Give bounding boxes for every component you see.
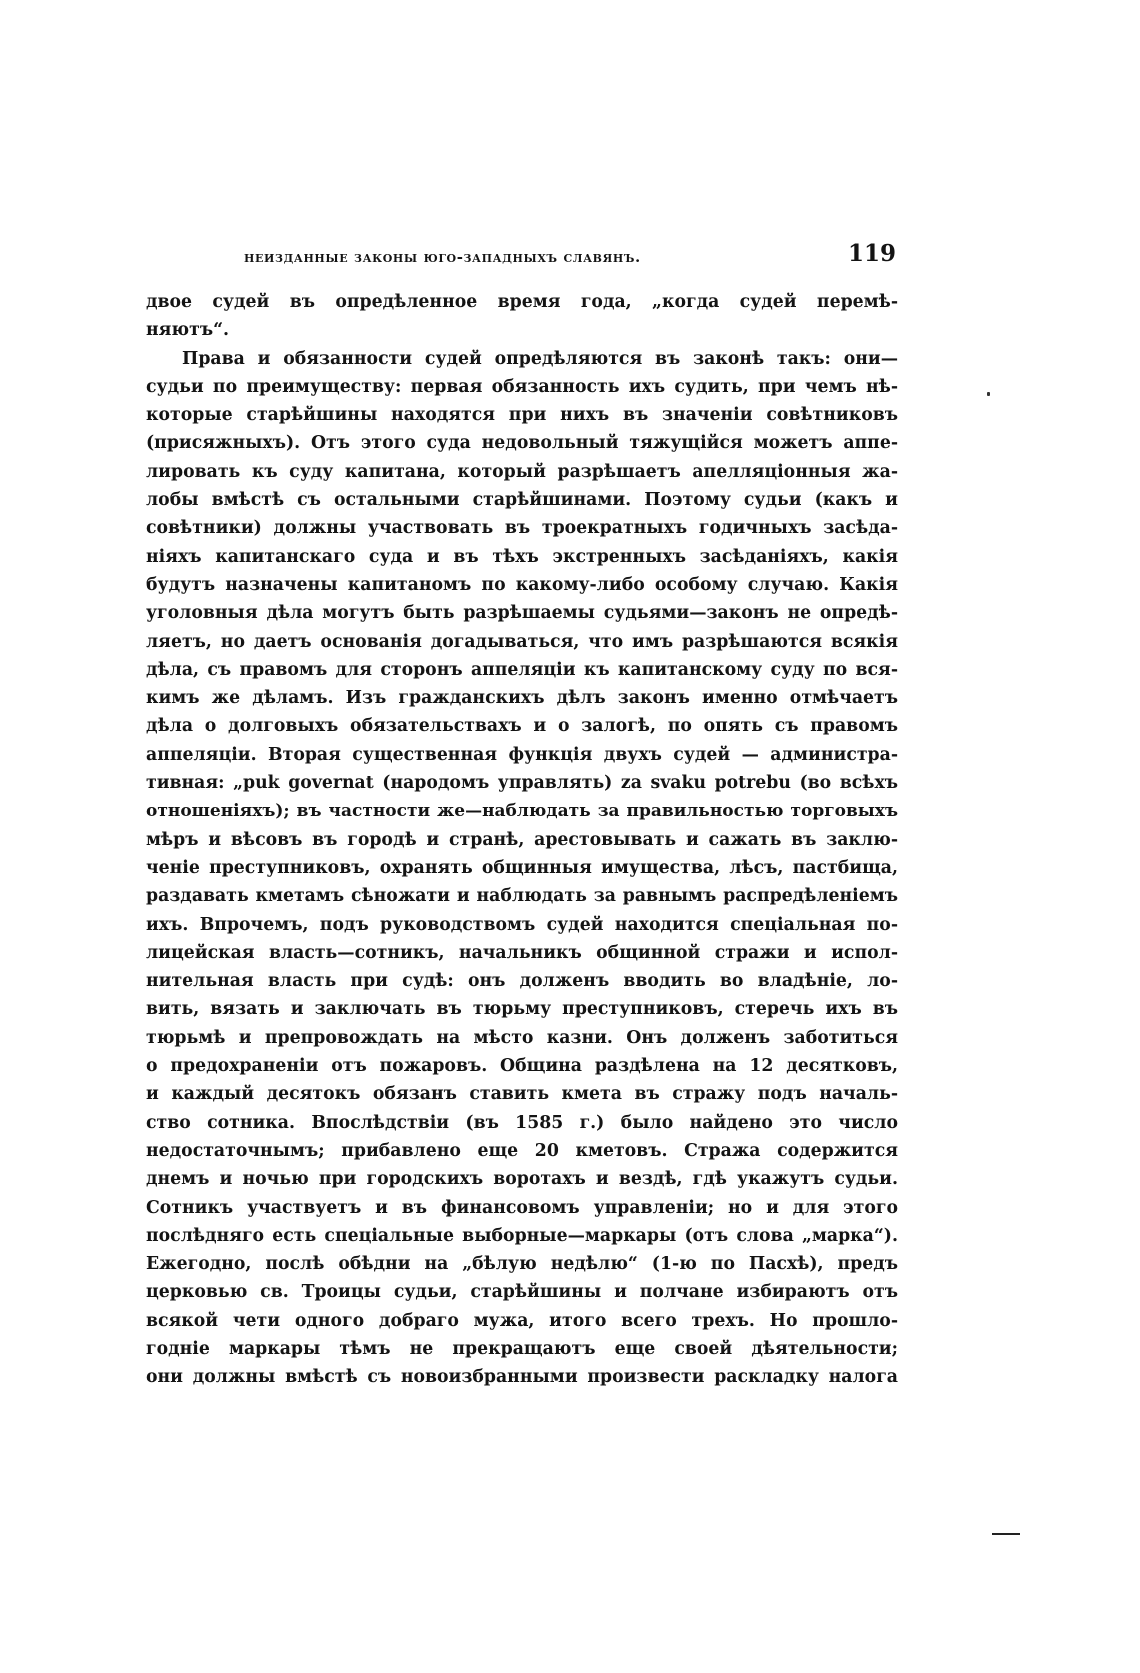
scan-dash-mark	[992, 1533, 1020, 1535]
text-line: мѣръ и вѣсовъ въ городѣ и странѣ, арестовывать и сажать въ заклю-	[146, 829, 898, 850]
text-line: церковью св. Троицы судьи, старѣйшины и полчане избираютъ отъ	[146, 1282, 898, 1303]
text-line: аппеляціи. Вторая существенная функція двухъ судей — администра-	[146, 744, 898, 765]
text-line: Права и обязанности судей опредѣляются въ законѣ такъ: они—	[182, 348, 898, 369]
text-line: нительная власть при судѣ: онъ долженъ вводить во владѣніе, ло-	[146, 971, 898, 992]
text-line: ляетъ, но даетъ основанія догадываться, что имъ разрѣшаются всякія	[146, 631, 898, 652]
text-line: лировать къ суду капитана, который разрѣшаетъ апелляціонныя жа-	[146, 461, 898, 482]
text-line: послѣдняго есть спеціальные выборные—маркары (отъ слова „марка“).	[146, 1225, 898, 1246]
text-line: которые старѣйшины находятся при нихъ въ значеніи совѣтниковъ	[146, 405, 898, 426]
text-line: днемъ и ночью при городскихъ воротахъ и вездѣ, гдѣ укажутъ судьи.	[146, 1169, 898, 1190]
text-line: годніе маркары тѣмъ не прекращаютъ еще своей дѣятельности;	[146, 1338, 898, 1359]
text-line: и каждый десятокъ обязанъ ставить кмета въ стражу подъ началь-	[146, 1084, 898, 1105]
text-line: ніяхъ капитанскаго суда и въ тѣхъ экстренныхъ засѣданіяхъ, какія	[146, 546, 898, 567]
text-line: совѣтники) должны участвовать въ троекратныхъ годичныхъ засѣда-	[146, 518, 898, 539]
text-line: тивная: „puk governat (народомъ управлять) za svaku potrebu (во всѣхъ	[146, 773, 898, 794]
text-line: вить, вязать и заключать въ тюрьму преступниковъ, стеречь ихъ въ	[146, 999, 898, 1020]
text-line: дѣла о долговыхъ обязательствахъ и о залогѣ, по опять съ правомъ	[146, 716, 898, 737]
text-line: отношеніяхъ); въ частности же—наблюдать за правильностью торговыхъ	[146, 801, 898, 822]
text-line: о предохраненіи отъ пожаровъ. Община раздѣлена на 12 десятковъ,	[146, 1056, 898, 1077]
scan-speck	[987, 392, 990, 396]
text-line: будутъ назначены капитаномъ по какому-либо особому случаю. Какія	[146, 574, 898, 595]
text-line: уголовныя дѣла могутъ быть разрѣшаемы судьями—законъ не опредѣ-	[146, 603, 898, 624]
text-line: няютъ“.	[146, 320, 230, 341]
text-line: ченіе преступниковъ, охранять общинныя имущества, лѣсъ, пастбища,	[146, 857, 898, 878]
running-title: неизданные законы юго-западныхъ славянъ.	[244, 248, 641, 266]
text-line: кимъ же дѣламъ. Изъ гражданскихъ дѣлъ законъ именно отмѣчаетъ	[146, 688, 898, 709]
page-number: 119	[847, 240, 896, 267]
body-text	[146, 288, 898, 1392]
text-line: всякой чети одного добраго мужа, итого всего трехъ. Но прошло-	[146, 1310, 898, 1331]
text-line: судьи по преимуществу: первая обязанность ихъ судить, при чемъ нѣ-	[146, 376, 898, 397]
text-line: они должны вмѣстѣ съ новоизбранными произвести раскладку налога	[146, 1367, 898, 1388]
text-line: лицейская власть—сотникъ, начальникъ общинной стражи и испол-	[146, 942, 898, 963]
text-line: тюрьмѣ и препровождать на мѣсто казни. Онъ долженъ заботиться	[146, 1027, 898, 1048]
text-line: недостаточнымъ; прибавлено еще 20 кметовъ. Стража содержится	[146, 1140, 898, 1161]
text-line: (присяжныхъ). Отъ этого суда недовольный тяжущійся можетъ аппе-	[146, 433, 898, 454]
text-line: Ежегодно, послѣ обѣдни на „бѣлую недѣлю“ (1-ю по Пасхѣ), предъ	[146, 1254, 898, 1275]
running-head	[244, 240, 896, 274]
text-line: лобы вмѣстѣ съ остальными старѣйшинами. Поэтому судьи (какъ и	[146, 490, 898, 511]
text-line: дѣла, съ правомъ для сторонъ аппеляціи къ капитанскому суду по вся-	[146, 659, 898, 680]
text-line: раздавать кметамъ сѣножати и наблюдать за равнымъ распредѣленіемъ	[146, 886, 898, 907]
text-line: двое судей въ опредѣленное время года, „когда судей перемѣ-	[146, 292, 898, 312]
text-line: ство сотника. Впослѣдствіи (въ 1585 г.) было найдено это число	[146, 1112, 898, 1133]
text-line: Сотникъ участвуетъ и въ финансовомъ управленіи; но и для этого	[146, 1197, 898, 1218]
text-line: ихъ. Впрочемъ, подъ руководствомъ судей находится спеціальная по-	[146, 914, 898, 935]
